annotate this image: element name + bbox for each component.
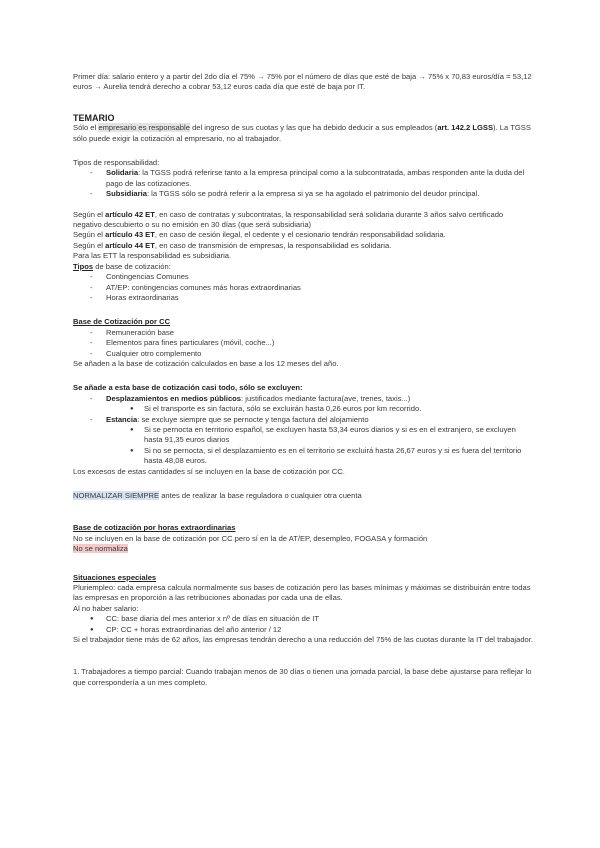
reduccion-paragraph: Si el trabajador tiene más de 62 años, las empresas tendrán derecho a una reducción del 75% de las cuotas durante la IT del trabajador. bbox=[73, 635, 533, 645]
section-title-temario: TEMARIO bbox=[73, 112, 115, 123]
list-item: - AT/EP: contingencias comunes más horas extraordinarias bbox=[73, 283, 533, 293]
list-item: ● CP: CC + horas extraordinarias del año anterior / 12 bbox=[73, 625, 533, 635]
estancia-sublist bbox=[73, 425, 533, 467]
list-item: - Elementos para fines particulares (móvil, coche...) bbox=[73, 338, 533, 348]
articulo-43-paragraph bbox=[73, 230, 533, 240]
article-reference: artículo 42 ET bbox=[105, 209, 155, 219]
tipos-responsabilidad-list bbox=[73, 168, 533, 199]
articulo-42-paragraph bbox=[73, 210, 533, 231]
term-definition: : justificados mediante factura(ave, trenes, taxis...) bbox=[241, 393, 411, 403]
tipos-label: Tipos bbox=[73, 261, 94, 271]
tiempo-parcial-paragraph: 1. Trabajadores a tiempo parcial: Cuando trabajan menos de 30 días o tienen una jornada parcial, la base debe ajustarse para reflejar lo que correspondería a un mes completo. bbox=[73, 667, 532, 687]
list-item bbox=[73, 394, 533, 404]
normalizar-paragraph bbox=[73, 491, 533, 501]
tipos-responsabilidad-intro: Tipos de responsabilidad: bbox=[73, 158, 160, 168]
list-item: - Remuneración base bbox=[73, 328, 533, 338]
list-item: - Cualquier otro complemento bbox=[73, 349, 533, 359]
intro-paragraph: Primer día: salario entero y a partir del 2do día el 75% → 75% por el número de días que esté de baja → 75% x 70,83 euros/día = 53,12 euros → Aurelia tendrá derecho a cobrar 53,12 euros cada día que esté de baja por IT. bbox=[73, 72, 532, 92]
list-item bbox=[73, 189, 533, 199]
section-title-horas-extra: Base de cotización por horas extraordinarias bbox=[73, 523, 236, 533]
base-cc-note: Se añaden a la base de cotización calculados en base a los 12 meses del año. bbox=[73, 358, 339, 368]
pluriempleo-paragraph: Pluriempleo: cada empresa calcula normalmente sus bases de cotización pero las bases mínimas y máximas se distribuirán entre todas las empresas en proporción a las retribuciones abonadas por cada una de ellas. bbox=[73, 583, 531, 603]
term-definition: : la TGSS sólo se podrá referir a la empresa si ya se ha agotado el patrimonio del deudor principal. bbox=[146, 189, 480, 199]
section-title-base-cc: Base de Cotización por CC bbox=[73, 317, 171, 327]
text-fragment: ). La TGSS sólo puede exigir la cotización al empresario, no al trabajador. bbox=[73, 123, 531, 143]
sin-salario-paragraph: Al no haber salario: bbox=[73, 603, 139, 613]
list-item: ● Si no se pernocta, si el desplazamiento es en el territorio se excluirá hasta 26,67 euros y si es fuera del territorio hasta 48,08 euros. bbox=[73, 446, 533, 467]
desplazamientos-sublist bbox=[73, 404, 533, 414]
text-fragment: Según el bbox=[73, 240, 106, 250]
list-item: ● Si el transporte es sin factura, sólo se excluirán hasta 0,26 euros por km recorrido. bbox=[73, 404, 533, 414]
list-item bbox=[73, 168, 533, 189]
text-fragment: , en caso de cesión ilegal, el cedente y el cesionario tendrán responsabilidad solidaria. bbox=[154, 230, 446, 240]
no-normaliza-line bbox=[73, 544, 533, 554]
text-fragment: Según el bbox=[73, 209, 106, 219]
section-title-situaciones: Situaciones especiales bbox=[73, 572, 157, 582]
ett-paragraph: Para las ETT la responsabilidad es subsidiaria. bbox=[73, 251, 232, 261]
article-reference: artículo 43 ET bbox=[105, 230, 155, 240]
base-cc-list bbox=[73, 328, 533, 359]
list-item bbox=[73, 415, 533, 425]
text-fragment: , en caso de contratas y subcontratas, la responsabilidad será solidaria durante 3 años salvo certificado negativo descubierto o su no emisión en 30 días (que será subsidiaria) bbox=[73, 209, 504, 230]
articulo-44-paragraph bbox=[73, 241, 533, 251]
article-reference: artículo 44 ET bbox=[105, 240, 155, 250]
list-item: ● CC: base diaria del mes anterior x nº de días en situación de IT bbox=[73, 614, 533, 624]
text-fragment: Según el bbox=[73, 230, 106, 240]
term-definition: : se excluye siempre que se pernocte y tenga factura del alojamiento bbox=[137, 414, 369, 424]
highlight-no-normaliza: No se normaliza bbox=[73, 544, 128, 554]
excluyen-list-2 bbox=[73, 415, 533, 425]
tipos-base-list bbox=[73, 272, 533, 303]
text-fragment: , en caso de transmisión de empresas, la responsabilidad es solidaria. bbox=[154, 240, 392, 250]
text-fragment: antes de realizar la base reguladora o cualquier otra cuenta bbox=[159, 491, 362, 500]
term-solidaria: Solidaria bbox=[106, 168, 139, 178]
term-definition: : la TGSS podrá referirse tanto a la empresa principal como a la subcontratada, ambas responden ante la duda del pago de las cotizaciones. bbox=[106, 168, 525, 188]
responsabilidad-paragraph bbox=[73, 123, 533, 144]
term-estancia: Estancia bbox=[106, 414, 138, 424]
text-fragment: del ingreso de sus cuotas y las que ha debido deducir a sus empleados ( bbox=[189, 123, 438, 133]
list-item: ● Si se pernocta en territorio español, se excluyen hasta 53,34 euros diarios y si es en el extranjero, se excluyen hasta 91,35 euros diarios bbox=[73, 425, 533, 446]
sin-salario-list bbox=[73, 614, 533, 635]
excesos-paragraph: Los excesos de estas cantidades sí se incluyen en la base de cotización por CC. bbox=[73, 466, 345, 476]
document-page bbox=[73, 72, 533, 688]
text-fragment: Sólo el bbox=[73, 123, 99, 133]
list-item: - Horas extraordinarias bbox=[73, 293, 533, 303]
tipos-base-heading bbox=[73, 262, 533, 272]
excluyen-list bbox=[73, 394, 533, 404]
term-desplazamientos: Desplazamientos en medios públicos bbox=[106, 393, 242, 403]
article-reference: art. 142.2 LGSS bbox=[437, 123, 494, 133]
excluyen-heading: Se añade a esta base de cotización casi todo, sólo se excluyen: bbox=[73, 383, 303, 393]
text-fragment: de base de cotización: bbox=[93, 261, 171, 271]
term-subsidiaria: Subsidiaria bbox=[106, 189, 147, 199]
horas-extra-paragraph: No se incluyen en la base de cotización por CC pero sí en la de AT/EP, desempleo, FOGASA y formación bbox=[73, 533, 428, 543]
highlight-normalizar: NORMALIZAR SIEMPRE bbox=[73, 491, 160, 500]
list-item: - Contingencias Comunes bbox=[73, 272, 533, 282]
highlight-empresario: empresario es responsable bbox=[98, 123, 190, 133]
